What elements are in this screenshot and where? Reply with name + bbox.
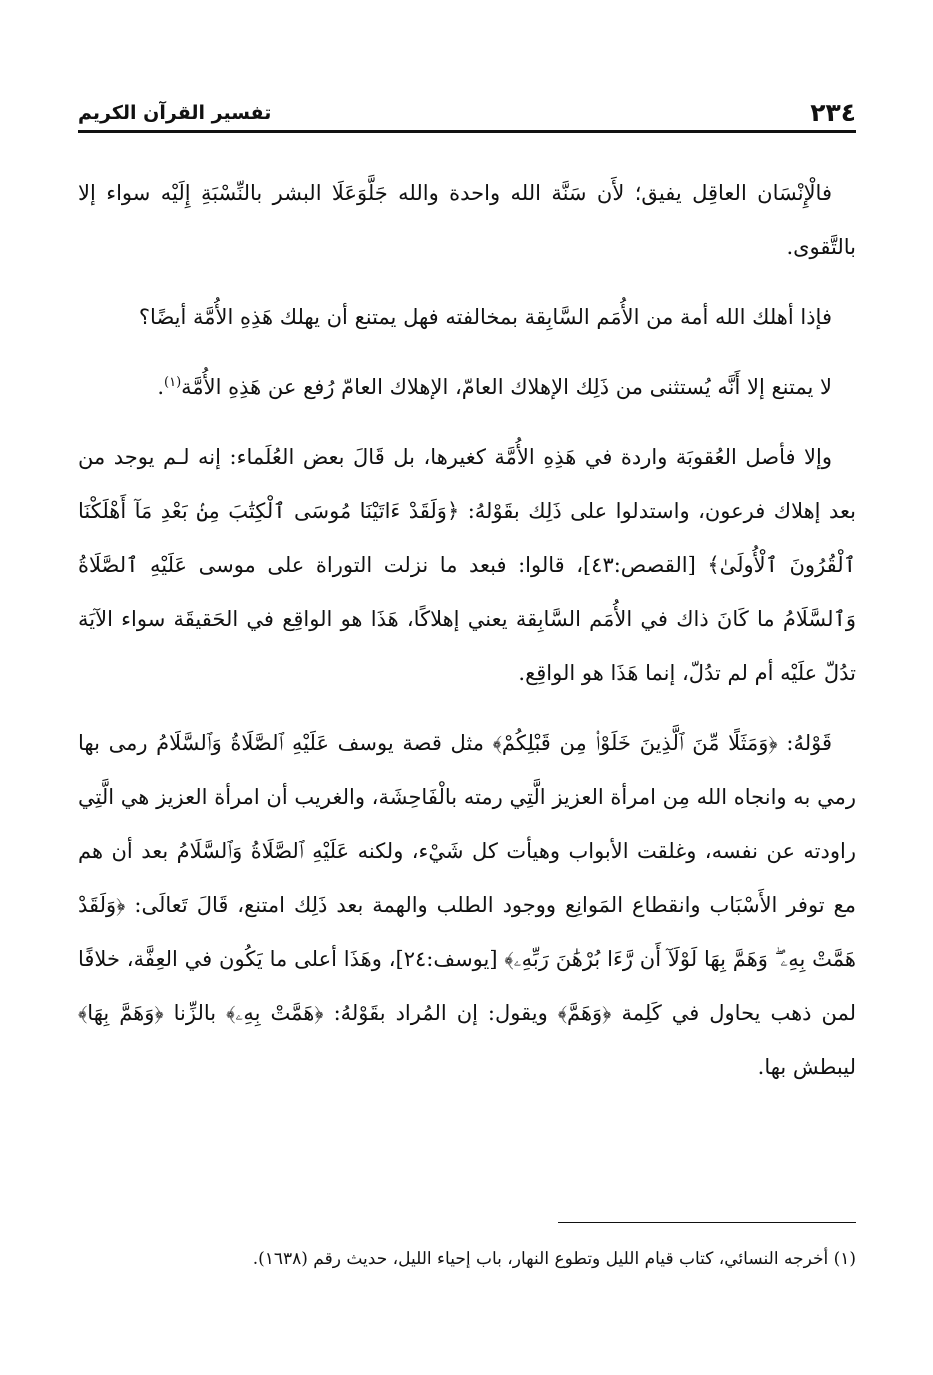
paragraph	[78, 290, 856, 344]
paragraph-text: فإذا أهلك الله أمة من الأُمَم السَّابِقة بمخالفته فهل يمتنع أن يهلك هَذِهِ الأُمَّة أيضًا؟	[138, 305, 832, 329]
page-number: ٢٣٤	[810, 98, 856, 127]
footnote	[78, 1244, 856, 1274]
paragraph	[78, 360, 856, 414]
page-header	[78, 88, 856, 128]
paragraph	[78, 166, 856, 274]
paragraph-text: لا يمتنع إلا أَنَّه يُستثنى من ذَلِك الإهلاك العامّ، الإهلاك العامّ رُفع عن هَذِهِ الأُمَّة	[181, 375, 832, 399]
footnote-reference[interactable]: (١)	[164, 375, 182, 390]
paragraph	[78, 430, 856, 700]
footnote-text: (١) أخرجه النسائي، كتاب قيام الليل وتطوع النهار، باب إحياء الليل، حديث رقم (١٦٣٨).	[252, 1249, 856, 1269]
paragraph-tail: .	[157, 375, 165, 399]
paragraph-text: فالْإِنْسَان العاقِل يفيق؛ لأَن سَنَّة الله واحدة والله جَلَّوَعَلَا البشر بالنِّسْبَةِ إِلَيْه سواء إلا بالتَّقوى.	[78, 181, 856, 259]
page-body	[78, 166, 856, 1110]
paragraph-text: قَوْلهُ: ﴿وَمَثَلًا مِّنَ ٱلَّذِينَ خَلَوْا۟ مِن قَبْلِكُمْ﴾ مثل قصة يوسف عَلَيْهِ ٱلصَّلَاةُ وَٱلسَّلَامُ رمى بها رمي به وانجاه الله مِن امرأة العزيز الَّتِي رمته بالْفَاحِشَة، والغريب أن امرأة العزيز هي الَّتِي راودته عن نفسه، وغلقت الأبواب وهيأت كل شَيْء، ولكنه عَلَيْهِ ٱلصَّلَاةُ وَٱلسَّلَامُ بعد أن هم مع توفر الأَسْبَاب وانقطاع المَوانِع ووجود الطلب والهمة بعد ذَلِك امتنع، قَالَ تَعالَى: ﴿وَلَقَدْ هَمَّتْ بِهِۦ ۖ وَهَمَّ بِهَا لَوْلَآ أَن رَّءَا بُرْهَٰنَ رَبِّهِۦ﴾ [يوسف:٢٤]، وهَذَا أعلى ما يَكُون في العِفَّة، خلافًا لمن ذهب يحاول في كَلِمة ﴿وَهَمَّ﴾ ويقول: إن المُراد بقَوْلهُ: ﴿هَمَّتْ بِهِۦ﴾ بالزِّنا ﴿وَهَمَّ بِهَا﴾ ليبطش بها.	[78, 731, 856, 1079]
paragraph	[78, 716, 856, 1094]
paragraph-text: وإلا فأصل العُقوبَة واردة في هَذِهِ الأُمَّة كغيرها، بل قَالَ بعض العُلَماء: إنه لـم يوجد من بعد إهلاك فرعون، واستدلوا على ذَلِك بقَوْلهُ: ﴿وَلَقَدْ ءَاتَيْنَا مُوسَى ٱلْكِتَٰبَ مِنۢ بَعْدِ مَآ أَهْلَكْنَا ٱلْقُرُونَ ٱلْأُولَىٰ﴾ [القصص:٤٣]، قالوا: فبعد ما نزلت التوراة على موسى عَلَيْهِ ٱلصَّلَاةُ وَٱلسَّلَامُ ما كَانَ ذاك في الأُمَم السَّابِقة يعني إهلاكًا، هَذَا هو الواقِع في الحَقيقَة سواء الآيَة تدُلّ علَيْه أم لم تدُلّ، إنما هَذَا هو الواقِع.	[78, 445, 856, 685]
header-rule	[78, 130, 856, 133]
running-title: تفسير القرآن الكريم	[78, 102, 272, 124]
footnote-separator	[558, 1222, 856, 1223]
